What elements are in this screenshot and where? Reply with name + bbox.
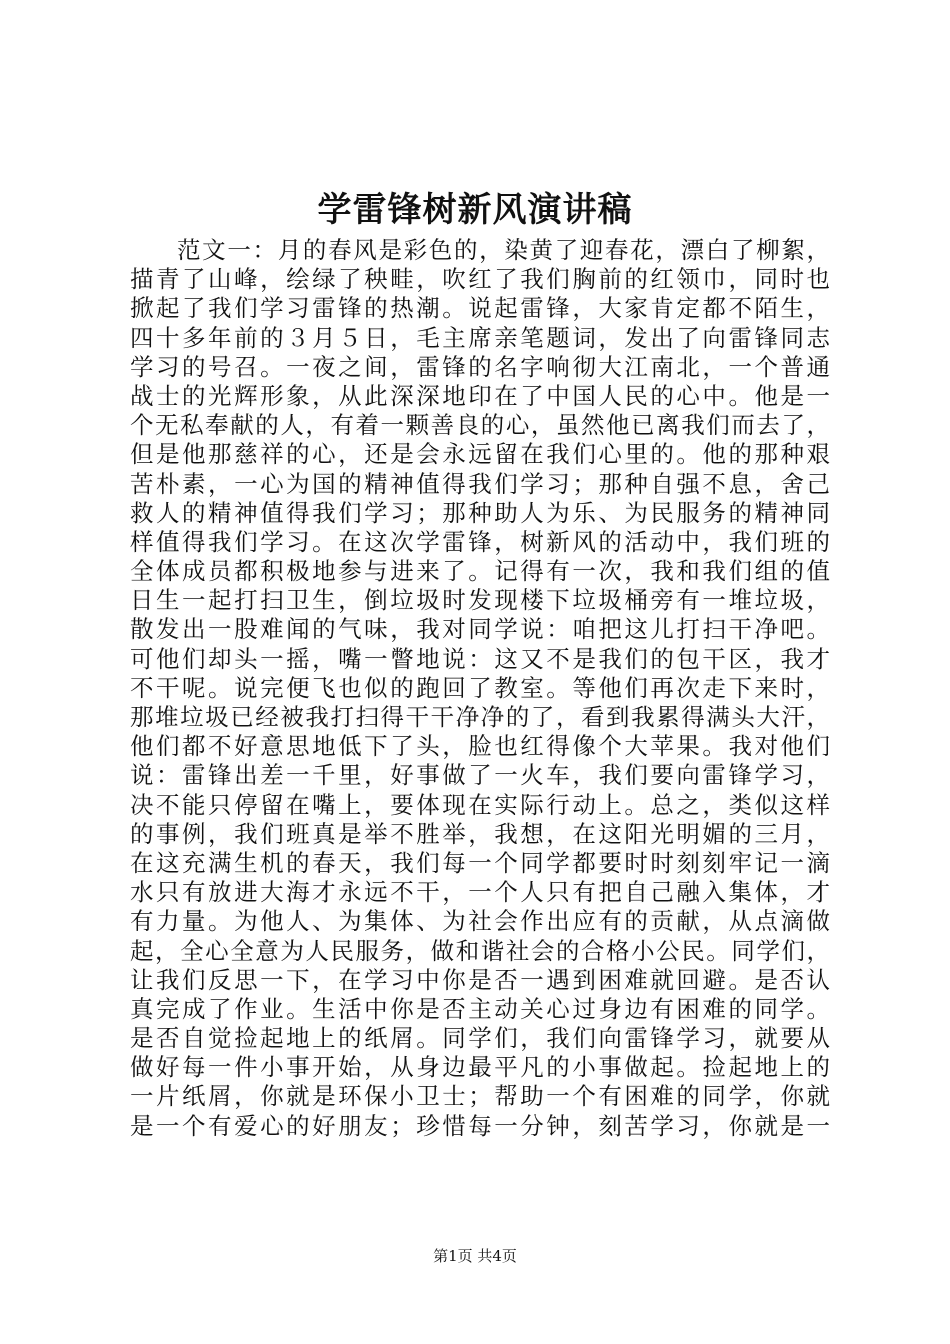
body-line: 做好每一件小事开始，从身边最平凡的小事做起。捡起地上的 bbox=[130, 1053, 830, 1082]
body-line: 苦朴素，一心为国的精神值得我们学习；那种自强不息，舍己 bbox=[130, 469, 830, 498]
body-line: 真完成了作业。生活中你是否主动关心过身边有困难的同学。 bbox=[130, 994, 830, 1023]
body-line: 的事例，我们班真是举不胜举，我想，在这阳光明媚的三月， bbox=[130, 819, 830, 848]
body-line: 学习的号召。一夜之间，雷锋的名字响彻大江南北，一个普通 bbox=[130, 352, 830, 381]
body-line: 个无私奉献的人，有着一颗善良的心，虽然他已离我们而去了， bbox=[130, 411, 830, 440]
body-line: 水只有放进大海才永远不干，一个人只有把自己融入集体，才 bbox=[130, 878, 830, 907]
body-line: 说：雷锋出差一千里，好事做了一火车，我们要向雷锋学习， bbox=[130, 761, 830, 790]
body-line: 让我们反思一下，在学习中你是否一遇到困难就回避。是否认 bbox=[130, 965, 830, 994]
body-line: 四十多年前的３月５日，毛主席亲笔题词，发出了向雷锋同志 bbox=[130, 323, 830, 352]
body-line: 样值得我们学习。在这次学雷锋，树新风的活动中，我们班的 bbox=[130, 527, 830, 556]
body-line: 日生一起打扫卫生，倒垃圾时发现楼下垃圾桶旁有一堆垃圾， bbox=[130, 586, 830, 615]
body-line: 但是他那慈祥的心，还是会永远留在我们心里的。他的那种艰 bbox=[130, 440, 830, 469]
body-line: 可他们却头一摇，嘴一瞥地说：这又不是我们的包干区，我才 bbox=[130, 644, 830, 673]
body-line: 不干呢。说完便飞也似的跑回了教室。等他们再次走下来时， bbox=[130, 673, 830, 702]
body-line: 散发出一股难闻的气味，我对同学说：咱把这儿打扫干净吧。 bbox=[130, 615, 830, 644]
body-line: 他们都不好意思地低下了头，脸也红得像个大苹果。我对他们 bbox=[130, 732, 830, 761]
body-line: 有力量。为他人、为集体、为社会作出应有的贡献，从点滴做 bbox=[130, 907, 830, 936]
body-line: 一片纸屑，你就是环保小卫士；帮助一个有困难的同学，你就 bbox=[130, 1082, 830, 1111]
body-line: 战士的光辉形象，从此深深地印在了中国人民的心中。他是一 bbox=[130, 381, 830, 410]
body-line: 那堆垃圾已经被我打扫得干干净净的了，看到我累得满头大汗， bbox=[130, 703, 830, 731]
body-line: 是一个有爱心的好朋友；珍惜每一分钟，刻苦学习，你就是一 bbox=[130, 1111, 830, 1140]
document-body bbox=[130, 236, 830, 1141]
body-line: 救人的精神值得我们学习；那种助人为乐、为民服务的精神同 bbox=[130, 498, 830, 527]
body-line: 全体成员都积极地参与进来了。记得有一次，我和我们组的值 bbox=[130, 557, 830, 586]
body-line: 决不能只停留在嘴上，要体现在实际行动上。总之，类似这样 bbox=[130, 790, 830, 819]
body-line: 掀起了我们学习雷锋的热潮。说起雷锋，大家肯定都不陌生， bbox=[130, 294, 830, 323]
body-line: 描青了山峰，绘绿了秧畦，吹红了我们胸前的红领巾，同时也 bbox=[130, 265, 830, 294]
body-line: 在这充满生机的春天，我们每一个同学都要时时刻刻牢记一滴 bbox=[130, 848, 830, 877]
body-line: 范文一：月的春风是彩色的，染黄了迎春花，漂白了柳絮， bbox=[177, 236, 830, 264]
body-line: 是否自觉捡起地上的纸屑。同学们，我们向雷锋学习，就要从 bbox=[130, 1024, 830, 1053]
document-title: 学雷锋树新风演讲稿 bbox=[317, 190, 633, 230]
body-line: 起，全心全意为人民服务，做和谐社会的合格小公民。同学们， bbox=[130, 936, 830, 965]
page-footer: 第1页 共4页 bbox=[433, 1247, 517, 1265]
